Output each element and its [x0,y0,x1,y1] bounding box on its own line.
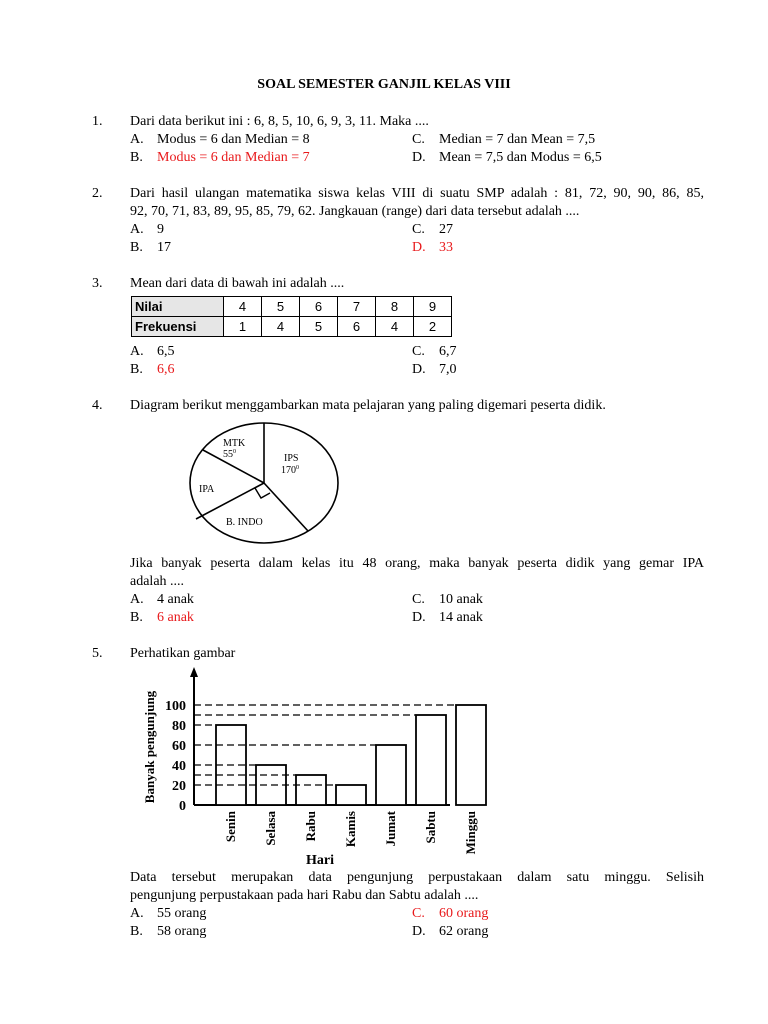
table-row [132,297,452,317]
option-text: Mean = 7,5 dan Modus = 6,5 [439,150,602,165]
option-text: Median = 7 dan Mean = 7,5 [439,132,596,147]
option-text: 17 [157,240,171,255]
y-tick-label: 40 [172,759,186,774]
option-label: A. [130,222,144,237]
y-tick-label: 0 [179,799,186,814]
pie-label-mtk: MTK [223,438,246,449]
option-label: D. [412,240,426,255]
bar [456,705,486,805]
table-header-frekuensi: Frekuensi [132,317,224,337]
table-cell: 1 [224,317,262,337]
option-text: 14 anak [439,610,483,625]
q4-number: 4. [92,398,103,413]
y-tick-label: 60 [172,739,186,754]
option-label: B. [130,150,143,165]
option-text: 27 [439,222,453,237]
y-tick-label: 100 [165,699,186,714]
option-label: C. [412,344,425,359]
q4-text: Diagram berikut menggambarkan mata pelajaran yang paling digemari peserta didik. [130,398,606,413]
table-row [132,317,452,337]
q4-question-line2: adalah .... [130,574,185,589]
option-label: D. [412,362,426,377]
x-tick-label: Rabu [303,811,318,842]
table-cell: 8 [376,297,414,317]
table-cell: 2 [414,317,452,337]
table-cell: 7 [338,297,376,317]
option-text: 6,5 [157,344,175,359]
option-text: 55 orang [157,906,207,921]
x-tick-label: Jumat [383,811,398,847]
option-text: 9 [157,222,164,237]
bar [416,715,446,805]
pie-divider-ips-bindo [264,483,308,531]
frequency-table [131,296,452,337]
option-label: B. [130,240,143,255]
table-cell: 5 [300,317,338,337]
q3-option-d[interactable] [412,362,457,378]
q1-option-c[interactable] [412,132,595,148]
y-tick-label: 20 [172,779,186,794]
option-label: C. [412,132,425,147]
option-text-answer: Modus = 6 dan Median = 7 [157,150,310,165]
option-text-answer: 6 anak [157,610,194,625]
degree-symbol: 0 [296,465,299,471]
option-label: B. [130,362,143,377]
pie-chart [180,415,350,545]
option-text: 10 anak [439,592,483,607]
q4-question-line1: Jika banyak peserta dalam kelas itu 48 orang, maka banyak peserta didik yang gemar IPA [130,556,704,571]
q5-option-d[interactable] [412,924,488,940]
q1-option-d[interactable] [412,150,602,166]
option-label: C. [412,906,425,921]
q1-option-b[interactable] [130,150,310,166]
q5-text: Perhatikan gambar [130,646,236,661]
option-text-answer: 33 [439,240,453,255]
q3-option-c[interactable] [412,344,457,360]
table-header-nilai: Nilai [132,297,224,317]
option-text: 58 orang [157,924,207,939]
option-text: 62 orang [439,924,489,939]
option-text: Modus = 6 dan Median = 8 [157,132,310,147]
option-text: 6,7 [439,344,457,359]
table-cell: 6 [338,317,376,337]
option-label: C. [412,222,425,237]
degree-symbol: 0 [233,449,236,455]
option-label: C. [412,592,425,607]
option-label: A. [130,344,144,359]
q5-option-b[interactable] [130,924,206,940]
q5-number: 5. [92,646,103,661]
bar [296,775,326,805]
q4-option-c[interactable] [412,592,483,608]
q3-option-a[interactable] [130,344,175,360]
x-tick-label: Selasa [263,811,278,846]
q4-option-a[interactable] [130,592,194,608]
table-cell: 5 [262,297,300,317]
y-tick-label: 80 [172,719,186,734]
pie-angle-mtk [223,449,236,460]
bar [336,785,366,805]
y-axis-title: Banyak pengunjung [142,690,157,804]
option-label: D. [412,924,426,939]
table-cell: 4 [224,297,262,317]
option-text-answer: 60 orang [439,906,489,921]
pie-label-bindo: B. INDO [226,517,263,528]
x-axis-title: Hari [306,853,334,868]
x-tick-label: Minggu [463,811,478,855]
bar [376,745,406,805]
q4-option-b[interactable] [130,610,194,626]
option-text: 4 anak [157,592,194,607]
x-tick-label: Senin [223,811,238,843]
option-label: B. [130,610,143,625]
option-label: D. [412,150,426,165]
option-label: A. [130,906,144,921]
option-label: A. [130,132,144,147]
y-axis-arrow [190,667,198,677]
pie-angle-mtk-value: 55 [223,449,233,460]
option-text-answer: 6,6 [157,362,175,377]
option-text: 7,0 [439,362,457,377]
table-cell: 4 [262,317,300,337]
q5-question-line2: pengunjung perpustakaan pada hari Rabu dan Sabtu adalah .... [130,888,479,903]
q3-number: 3. [92,276,103,291]
q1-number: 1. [92,114,103,129]
q5-option-c[interactable] [412,906,488,922]
q2-option-c[interactable] [412,222,453,238]
x-tick-label: Sabtu [423,811,438,844]
option-label: A. [130,592,144,607]
pie-angle-ips [281,465,299,476]
table-cell: 4 [376,317,414,337]
q1-option-a[interactable] [130,132,310,148]
q5-question-line1: Data tersebut merupakan data pengunjung perpustakaan dalam satu minggu. Selisih [130,870,704,885]
bar-chart [140,665,478,870]
option-label: D. [412,610,426,625]
table-cell: 9 [414,297,452,317]
table-cell: 6 [300,297,338,317]
q2-option-b[interactable] [130,240,171,256]
x-tick-label: Kamis [343,811,358,848]
q2-option-a[interactable] [130,222,164,238]
q2-text-line1: Dari hasil ulangan matematika siswa kelas VIII di suatu SMP adalah : 81, 72, 90, 90, 86, 85, [130,186,704,201]
pie-label-ips: IPS [284,453,299,464]
q2-option-d[interactable] [412,240,453,256]
page-title: SOAL SEMESTER GANJIL KELAS VIII [257,77,511,92]
q2-number: 2. [92,186,103,201]
q4-option-d[interactable] [412,610,483,626]
q5-option-a[interactable] [130,906,206,922]
pie-angle-ips-value: 170 [281,465,296,476]
q1-text: Dari data berikut ini : 6, 8, 5, 10, 6, 9, 3, 11. Maka .... [130,114,429,129]
q3-option-b[interactable] [130,362,175,378]
q3-text: Mean dari data di bawah ini adalah .... [130,276,345,291]
q2-text-line2: 92, 70, 71, 83, 89, 95, 85, 79, 62. Jangkauan (range) dari data tersebut adalah .... [130,204,580,219]
pie-label-ipa: IPA [199,484,215,495]
option-label: B. [130,924,143,939]
right-angle-marker [255,488,270,498]
